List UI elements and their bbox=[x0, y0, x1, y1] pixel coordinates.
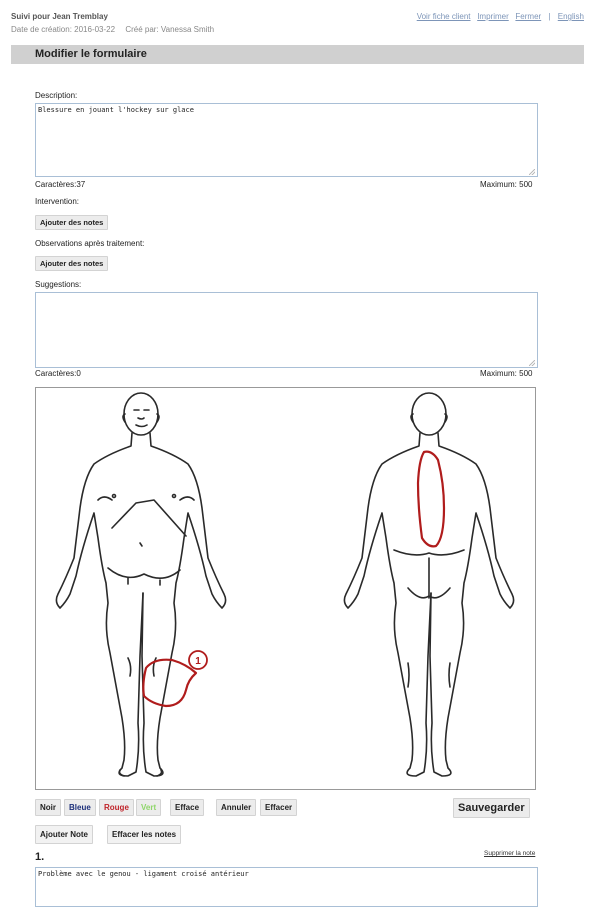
resize-handle[interactable] bbox=[529, 169, 535, 175]
observations-add-notes-button[interactable]: Ajouter des notes bbox=[35, 256, 108, 271]
resize-handle[interactable] bbox=[529, 360, 535, 366]
page-title: Suivi pour Jean Tremblay bbox=[11, 12, 108, 21]
print-link[interactable]: Imprimer bbox=[477, 12, 509, 21]
clear-drawing-button[interactable]: Effacer bbox=[260, 799, 297, 816]
intervention-label: Intervention: bbox=[35, 197, 80, 206]
body-diagram-canvas[interactable] bbox=[35, 387, 536, 790]
delete-note-link[interactable]: Supprimer la note bbox=[484, 850, 536, 857]
eraser-button[interactable]: Efface bbox=[170, 799, 204, 816]
back-body-figure bbox=[344, 393, 513, 776]
record-meta bbox=[11, 25, 222, 34]
description-textarea[interactable] bbox=[35, 103, 538, 177]
suggestions-label: Suggestions: bbox=[35, 280, 82, 289]
front-body-figure bbox=[56, 393, 225, 776]
color-blue-button[interactable]: Bleue bbox=[64, 799, 96, 816]
close-link[interactable]: Fermer bbox=[515, 12, 542, 21]
note-textarea[interactable] bbox=[35, 867, 538, 907]
color-red-button[interactable]: Rouge bbox=[99, 799, 134, 816]
creation-date: Date de création: 2016-03-22 bbox=[11, 25, 116, 34]
created-by: Créé par: Vanessa Smith bbox=[125, 25, 215, 34]
intervention-add-notes-button[interactable]: Ajouter des notes bbox=[35, 215, 108, 230]
body-diagram bbox=[36, 388, 535, 789]
language-link[interactable]: English bbox=[557, 12, 584, 21]
observations-label: Observations après traitement: bbox=[35, 239, 145, 248]
section-title: Modifier le formulaire bbox=[35, 48, 147, 60]
color-black-button[interactable]: Noir bbox=[35, 799, 61, 816]
save-button[interactable]: Sauvegarder bbox=[453, 798, 530, 818]
link-separator: | bbox=[548, 12, 551, 21]
top-links bbox=[417, 12, 584, 21]
clear-notes-button[interactable]: Effacer les notes bbox=[107, 825, 181, 844]
note-number: 1. bbox=[35, 851, 45, 863]
suggestions-max: Maximum: 500 bbox=[480, 369, 533, 378]
marker-number: 1 bbox=[195, 656, 201, 667]
add-note-button[interactable]: Ajouter Note bbox=[35, 825, 93, 844]
injury-annotations bbox=[143, 452, 444, 706]
suggestions-textarea[interactable] bbox=[35, 292, 538, 368]
description-max: Maximum: 500 bbox=[480, 180, 533, 189]
suggestions-char-count: Caractères:0 bbox=[35, 369, 81, 378]
description-char-count: Caractères:37 bbox=[35, 180, 86, 189]
back-annotation bbox=[418, 452, 444, 547]
description-label: Description: bbox=[35, 91, 78, 100]
undo-button[interactable]: Annuler bbox=[216, 799, 256, 816]
view-client-link[interactable]: Voir fiche client bbox=[416, 12, 471, 21]
color-green-button[interactable]: Vert bbox=[136, 799, 161, 816]
